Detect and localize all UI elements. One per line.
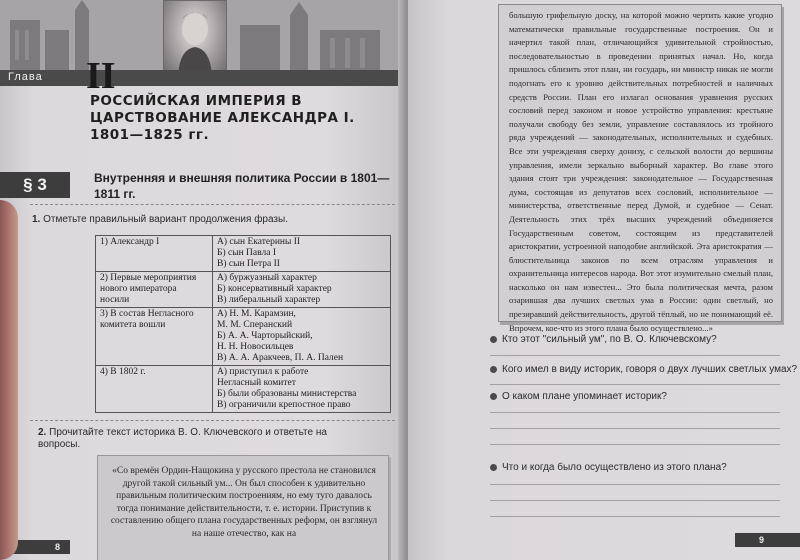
table-cell-question: 3) В состав Негласного комитета вошли [96,308,213,366]
option[interactable]: А) буржуазный характер [217,273,317,283]
table-row [96,366,391,413]
chapter-banner [0,0,405,72]
quote-text: «Со времён Ордин-Нащокина у русского престола не становился другой такой сильный ум... Он был способен к удивительно правильным политическим построениям, но ему туго давалось тогда понимание действительности, т. е. истории. Приступив к составлению общего плана государственных реформ, он взглянул на наше отечество, как на [110,466,378,539]
option[interactable]: Негласный комитет [217,378,296,388]
table-cell-options [213,308,391,366]
option[interactable]: Б) сын Павла I [217,248,276,258]
bullet-icon [490,464,497,471]
table-cell-question: 4) В 1802 г. [96,366,213,413]
option[interactable]: А) Н. М. Карамзин, [217,309,296,319]
question-2 [490,364,797,375]
option[interactable]: А) сын Екатерины II [217,237,301,247]
bullet-icon [490,393,497,400]
answer-line[interactable] [490,355,780,356]
paragraph-title: Внутренняя и внешняя политика России в 1801—1811 гг. [94,171,390,201]
table-row [96,236,391,272]
table-cell-options [213,366,391,413]
answer-line[interactable] [490,384,780,385]
paragraph-badge: § 3 [0,172,70,198]
chapter-label-bar [0,70,405,86]
table-cell-options [213,272,391,308]
task-2 [38,427,338,451]
option[interactable]: В) сын Петра II [217,259,280,269]
task-1 [32,214,288,225]
answer-line[interactable] [490,412,780,413]
question-text: Кого имел в виду историк, говоря о двух лучших светлых умах? [502,364,798,375]
task-2-text: Прочитайте текст историка В. О. Ключевского и ответьте на вопросы. [38,427,327,450]
question-text: Что и когда было осуществлено из этого плана? [502,462,727,473]
historian-text: большую грифельную доску, на которой можно чертить какие угодно математически правильные государственные построения. Он и начертил такой план, отличающийся удивительной стройностью, последовательностью в проведении принятых начал. Но, когда пришлось сблизить этот план, ни государь, ни министр никак не могли подогнать его к уровню действительных потребностей и наличных средств России. План его излагал основания уравнения русских сословий перед законом и новое устройство управления: крестьяне получали свободу без земли, управление составлялось из тройного ряда учреждений — законодательных, исполнительных и судебных. Все эти учреждения сверху донизу, с сельской волости до вершины управления, имели зеркально выборный характер. Во главе этого здания стоят три учреждения: законодательное — Государственная дума, состоящая из депутатов всех сословий, исполнительное — министерства, ответственные перед Думой, и судебное — Сенат. Деятельность этих трёх высших учреждений объединяется Государственным советом, состоящим из представителей аристократии, устроенной наподобие английской. Эта аристократия — блюстительница законов по всем отраслям управления и охранительница интересов народа. Вот этот изумительно смелый план, насколько он нам известен... Это была политическая мечта, разом озарившая два лучших светлых ума в России: один светлый, но презиравший действительность, другой тёплый, но не понимающий её. Впрочем, кое-что из этого плана было осуществлено...» [509,10,773,333]
table-row [96,272,391,308]
chapter-number: II [86,55,116,97]
option[interactable]: Б) были образованы министерства [217,389,357,399]
historian-text-box [498,4,782,333]
option[interactable]: В) А. А. Аракчеев, П. А. Пален [217,353,344,363]
matching-table [95,235,391,413]
option[interactable]: Б) консервативный характер [217,284,332,294]
page-number-right: 9 [735,533,800,547]
option[interactable]: Н. Н. Новосильцев [217,342,294,352]
option[interactable]: В) либеральный характер [217,295,321,305]
answer-line[interactable] [490,516,780,517]
option[interactable]: М. М. Сперанский [217,320,293,330]
question-4 [490,462,727,473]
answer-line[interactable] [490,484,780,485]
task-2-number: 2. [38,427,47,438]
table-cell-question: 1) Александр I [96,236,213,272]
task-1-text: Отметьте правильный вариант продолжения фразы. [43,214,288,225]
question-3 [490,391,667,402]
chapter-title: РОССИЙСКАЯ ИМПЕРИЯ В ЦАРСТВОВАНИЕ АЛЕКСАНДРА I. 1801—1825 гг. [90,93,355,143]
thumb [0,200,18,560]
answer-line[interactable] [490,428,780,429]
section-divider [30,420,395,421]
bullet-icon [490,336,497,343]
table-row [96,308,391,366]
option[interactable]: В) ограничили крепостное право [217,400,351,410]
question-text: Кто этот "сильный ум", по В. О. Ключевскому? [502,334,717,345]
quote-box [97,455,389,560]
option[interactable]: Б) А. А. Чарторыйский, [217,331,313,341]
bullet-icon [490,366,497,373]
question-1 [490,334,717,345]
answer-line[interactable] [490,444,780,445]
alexander-portrait [163,0,227,76]
section-divider [30,204,395,205]
answer-line[interactable] [490,500,780,501]
option[interactable]: А) приступил к работе [217,367,309,377]
question-text: О каком плане упоминает историк? [502,391,667,402]
chapter-label: Глава [8,71,43,83]
table-cell-options [213,236,391,272]
table-cell-question: 2) Первые мероприятия нового императора носили [96,272,213,308]
task-1-number: 1. [32,214,41,225]
page-number-left: 8 [0,540,70,554]
